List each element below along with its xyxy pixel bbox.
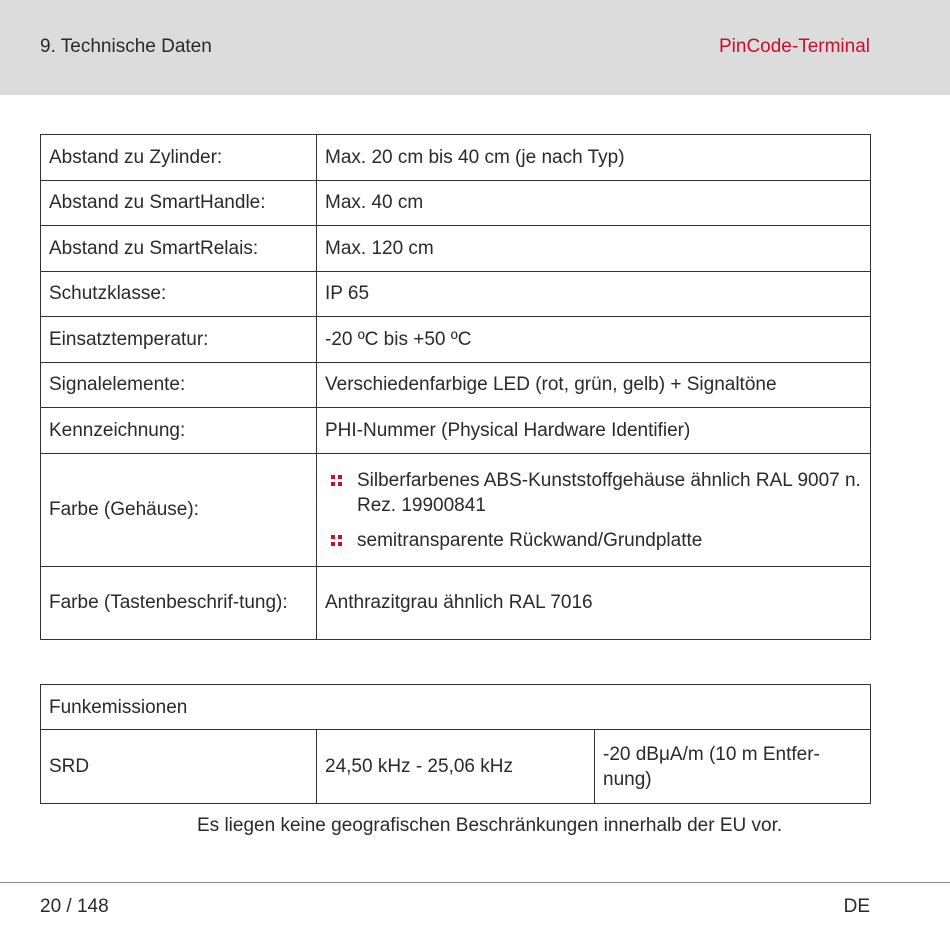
table-row bbox=[41, 362, 871, 408]
table-row bbox=[41, 730, 871, 804]
table-row bbox=[41, 135, 871, 181]
list-item bbox=[325, 468, 862, 518]
spec-label: Einsatztemperatur: bbox=[41, 317, 317, 363]
emission-level: -20 dBμA/m (10 m Entfer-nung) bbox=[595, 730, 871, 804]
spec-label: Abstand zu SmartHandle: bbox=[41, 180, 317, 226]
table-row bbox=[41, 566, 871, 639]
spec-value: IP 65 bbox=[317, 271, 871, 317]
list-item bbox=[325, 528, 862, 553]
spec-value: Max. 120 cm bbox=[317, 226, 871, 272]
table-row bbox=[41, 271, 871, 317]
spec-label: Abstand zu Zylinder: bbox=[41, 135, 317, 181]
spec-value: Max. 20 cm bis 40 cm (je nach Typ) bbox=[317, 135, 871, 181]
radio-emissions-heading: Funkemissionen bbox=[41, 685, 871, 730]
spec-label: Signalelemente: bbox=[41, 362, 317, 408]
table-row bbox=[41, 226, 871, 272]
spec-label: Kennzeichnung: bbox=[41, 408, 317, 454]
emission-frequency: 24,50 kHz - 25,06 kHz bbox=[317, 730, 595, 804]
table-row bbox=[41, 453, 871, 566]
four-square-bullet-icon bbox=[331, 475, 342, 486]
spec-label: Abstand zu SmartRelais: bbox=[41, 226, 317, 272]
spec-value: -20 ºC bis +50 ºC bbox=[317, 317, 871, 363]
list-item-text: semitransparente Rückwand/Grundplatte bbox=[357, 530, 703, 551]
page-header bbox=[0, 0, 950, 95]
table-header-row bbox=[41, 685, 871, 730]
product-name: PinCode-Terminal bbox=[718, 36, 870, 57]
spec-value: Anthrazitgrau ähnlich RAL 7016 bbox=[317, 566, 871, 639]
spec-value: Verschiedenfarbige LED (rot, grün, gelb) + Signaltöne bbox=[317, 362, 871, 408]
spec-label-text: Farbe (Tastenbeschrif-tung): bbox=[49, 592, 288, 613]
page-number: 20 / 148 bbox=[40, 896, 109, 917]
spec-label: Schutzklasse: bbox=[41, 271, 317, 317]
emission-type: SRD bbox=[41, 730, 317, 804]
spec-label: Farbe (Gehäuse): bbox=[41, 453, 317, 566]
table-row bbox=[41, 408, 871, 454]
spec-value-list bbox=[317, 453, 871, 566]
spec-table bbox=[40, 134, 871, 640]
section-title: 9. Technische Daten bbox=[40, 36, 212, 57]
radio-emissions-table bbox=[40, 684, 871, 804]
table-row bbox=[41, 317, 871, 363]
spec-value: Max. 40 cm bbox=[317, 180, 871, 226]
list-item-text: Silberfarbenes ABS-Kunststoffgehäuse ähnlich RAL 9007 n. Rez. 19900841 bbox=[357, 470, 861, 516]
language-code: DE bbox=[843, 896, 870, 917]
four-square-bullet-icon bbox=[331, 535, 342, 546]
spec-label bbox=[41, 566, 317, 639]
spec-value: PHI-Nummer (Physical Hardware Identifier) bbox=[317, 408, 871, 454]
table-row bbox=[41, 180, 871, 226]
footer-divider bbox=[0, 882, 950, 883]
eu-restriction-note: Es liegen keine geografischen Beschränkungen innerhalb der EU vor. bbox=[197, 815, 783, 836]
bullet-list bbox=[325, 468, 862, 553]
